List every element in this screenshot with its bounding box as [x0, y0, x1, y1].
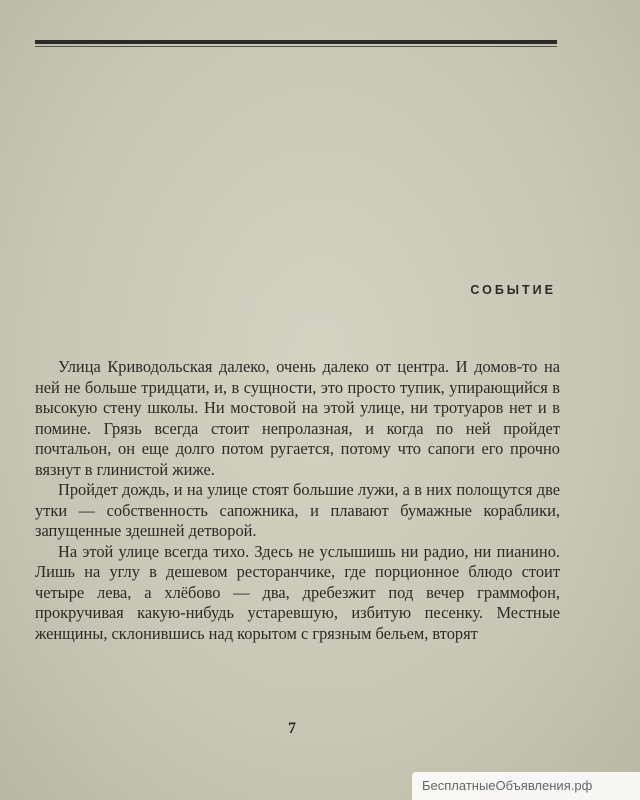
header-rule — [35, 40, 557, 44]
paragraph-1: Улица Криводольская далеко, очень далеко от центра. И домов-то на ней не больше тридцати, и, в сущности, это просто тупик, упирающийся в высокую стену школы. Ни мостовой на этой улице, ни тротуаров нет и в помине. Грязь всегда стоит непролазная, и когда по ней пройдет почтальон, он еще долго потом ругается, потому что сапоги его прочно вязнут в глинистой жиже. — [35, 357, 560, 479]
body-text — [35, 357, 560, 644]
page-number: 7 — [288, 720, 296, 737]
watermark: БесплатныеОбъявления.рф — [412, 772, 640, 800]
paragraph-3: На этой улице всегда тихо. Здесь не услышишь ни радио, ни пианино. Лишь на углу в дешевом ресторанчике, где порционное блюдо стоит четыре лева, а хлёбово — два, дребезжит под вечер граммофон, прокручивая какую-нибудь устаревшую, избитую песенку. Местные женщины, склонившись над корытом с грязным бельем, вторят — [35, 541, 560, 643]
header-rule-thin — [35, 46, 557, 47]
chapter-title: СОБЫТИЕ — [470, 283, 556, 297]
paragraph-2: Пройдет дождь, и на улице стоят большие лужи, а в них полощутся две утки — собственность сапожника, и плавают бумажные кораблики, запущенные здешней детворой. — [35, 480, 560, 540]
